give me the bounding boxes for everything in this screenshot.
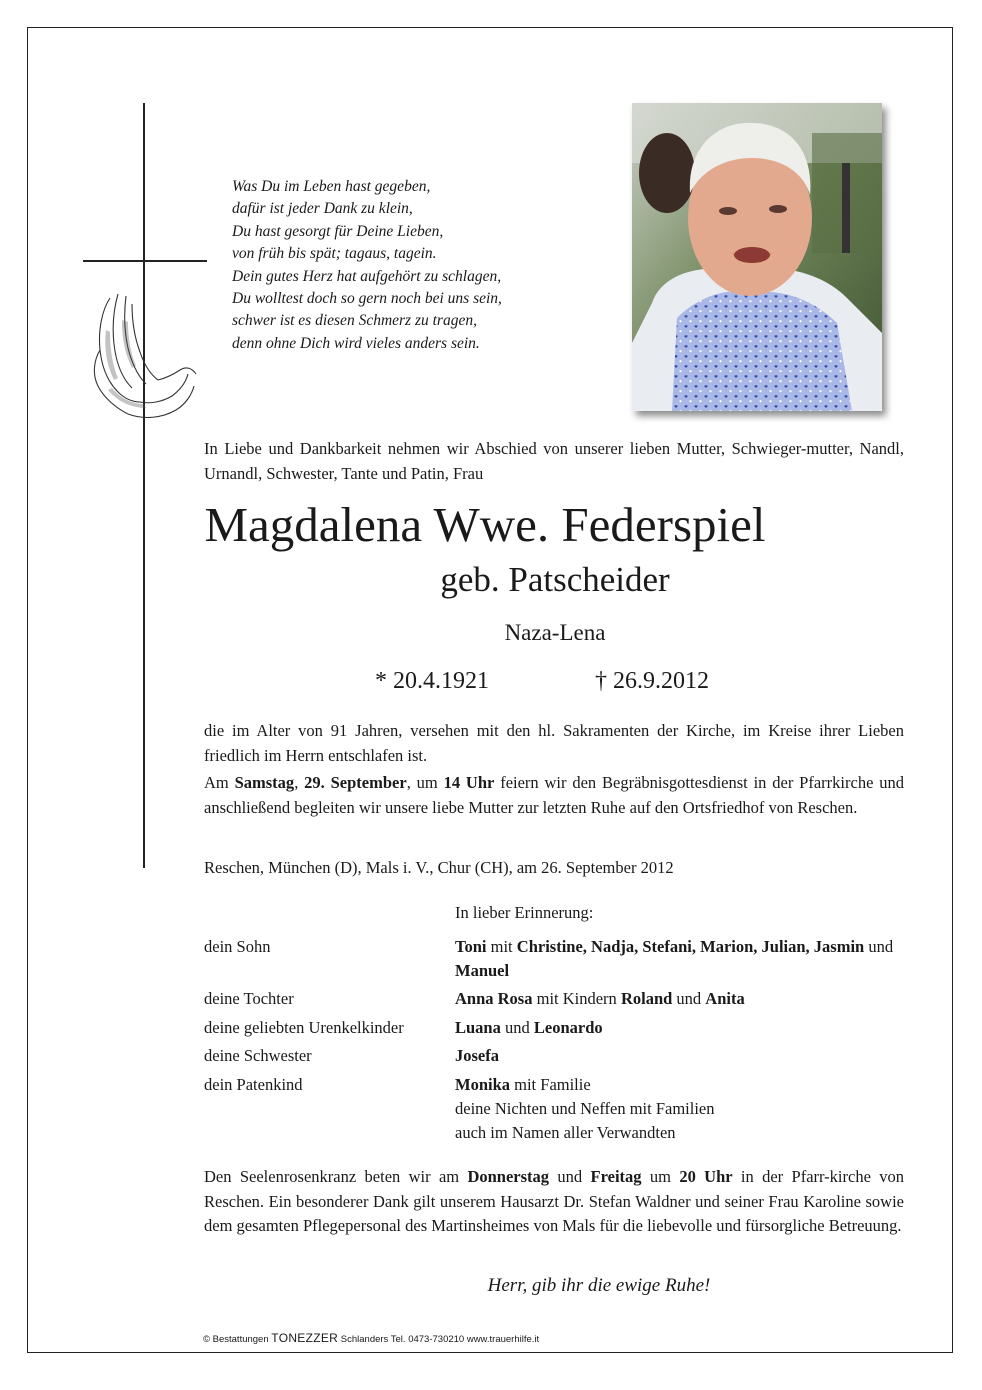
- funeral-time: 14 Uhr: [443, 773, 495, 792]
- funeral-date: 29. September: [304, 773, 407, 792]
- poem-line: schwer ist es diesen Schmerz zu tragen,: [232, 312, 477, 330]
- mourner-names: [455, 1044, 905, 1068]
- text-span: mit Kindern: [532, 989, 621, 1008]
- relation-label: dein Sohn: [204, 937, 271, 956]
- poem-line: dafür ist jeder Dank zu klein,: [232, 200, 413, 218]
- footer-credit: [203, 1332, 539, 1346]
- text-span: und: [672, 989, 706, 1008]
- footer-suffix: Schlanders Tel. 0473-730210 www.trauerhilfe.it: [338, 1334, 540, 1345]
- name-bold: Toni: [455, 937, 487, 956]
- text-span: feiern wir den Begräbnisgottesdienst in der Pfarrkirche und anschließend begleiten wir unsere liebe Mutter zur letzten Ruhe auf den Ortsfriedhof von Reschen.: [204, 773, 904, 817]
- birth-name: geb. Patscheider: [440, 560, 670, 599]
- mourner-names: [455, 987, 905, 1011]
- birth-date: * 20.4.1921: [375, 668, 489, 694]
- name-bold: Anna Rosa: [455, 989, 533, 1008]
- deceased-name: Magdalena Wwe. Federspiel: [204, 497, 766, 552]
- rosary-day: Freitag: [590, 1167, 642, 1186]
- text-span: in der Pfarr-kirche von Reschen. Ein besonderer Dank gilt unserem Hausarzt Dr. Stefan Waldner und seiner Frau Karoline sowie dem gesamten Pflegepersonal des Martinsheimes von Mals für die liebevolle und fürsorgliche Betreuung.: [204, 1167, 904, 1235]
- rosary-text: [204, 1165, 904, 1239]
- funeral-day: Samstag: [234, 773, 295, 792]
- cross-vertical-bar: [143, 103, 145, 868]
- name-bold: Leonardo: [533, 1018, 603, 1037]
- text-span: und: [500, 1018, 534, 1037]
- text-span: mit Familie: [510, 1075, 591, 1094]
- mourner-names: [455, 935, 905, 983]
- funeral-text: [204, 770, 904, 820]
- poem-line: von früh bis spät; tagaus, tagein.: [232, 245, 437, 263]
- nickname: Naza-Lena: [504, 620, 606, 645]
- mourner-names: [455, 1016, 905, 1040]
- rosary-day: Donnerstag: [467, 1167, 550, 1186]
- text-span: um: [641, 1167, 680, 1186]
- name-bold: Monika: [455, 1075, 511, 1094]
- praying-hands-icon: [88, 290, 203, 425]
- text-span: und: [864, 937, 894, 956]
- name-bold: Luana: [455, 1018, 501, 1037]
- name-bold: Roland: [620, 989, 673, 1008]
- extra-mourners: auch im Namen aller Verwandten: [455, 1123, 676, 1142]
- relation-label: deine geliebten Urenkelkinder: [204, 1018, 404, 1037]
- relation-label: dein Patenkind: [204, 1075, 303, 1094]
- death-date: † 26.9.2012: [595, 668, 709, 694]
- text-span: und: [549, 1167, 591, 1186]
- poem-line: Du hast gesorgt für Deine Lieben,: [232, 222, 444, 240]
- footer-brand: TONEZZER: [271, 1331, 339, 1345]
- text-span: mit: [486, 937, 517, 956]
- name-bold: Josefa: [455, 1046, 499, 1065]
- poem: [232, 176, 612, 355]
- poem-line: Dein gutes Herz hat aufgehört zu schlagen,: [232, 267, 502, 285]
- intro-text: In Liebe und Dankbarkeit nehmen wir Abschied von unserer lieben Mutter, Schwieger-mutter, Nandl, Urnandl, Schwester, Tante und Patin, Frau: [204, 439, 904, 483]
- text-span: , um: [406, 773, 444, 792]
- poem-line: Du wolltest doch so gern noch bei uns sein,: [232, 290, 502, 308]
- text-span: Am: [204, 773, 235, 792]
- name-bold: Christine, Nadja, Stefani, Marion, Julian, Jasmin: [516, 937, 865, 956]
- closing-prayer: Herr, gib ihr die ewige Ruhe!: [487, 1275, 711, 1296]
- text-span: Den Seelenrosenkranz beten wir am: [204, 1167, 468, 1186]
- mourner-names: [455, 1073, 905, 1145]
- cross-horizontal-bar: [83, 260, 207, 262]
- extra-mourners: deine Nichten und Neffen mit Familien: [455, 1099, 715, 1118]
- passing-text: die im Alter von 91 Jahren, versehen mit den hl. Sakramenten der Kirche, im Kreise ihrer Lieben friedlich im Herrn entschlafen ist.: [204, 721, 904, 765]
- rosary-time: 20 Uhr: [679, 1167, 733, 1186]
- portrait-photo: [632, 103, 882, 411]
- relation-label: deine Schwester: [204, 1046, 312, 1065]
- text-span: ,: [294, 773, 305, 792]
- relation-label: deine Tochter: [204, 989, 294, 1008]
- footer-prefix: © Bestattungen: [203, 1334, 272, 1345]
- name-bold: Manuel: [455, 961, 510, 980]
- memory-title: In lieber Erinnerung:: [455, 903, 594, 922]
- poem-line: Was Du im Leben hast gegeben,: [232, 178, 431, 195]
- place-date: Reschen, München (D), Mals i. V., Chur (CH), am 26. September 2012: [204, 858, 674, 877]
- name-bold: Anita: [705, 989, 745, 1008]
- poem-line: denn ohne Dich wird vieles anders sein.: [232, 334, 480, 352]
